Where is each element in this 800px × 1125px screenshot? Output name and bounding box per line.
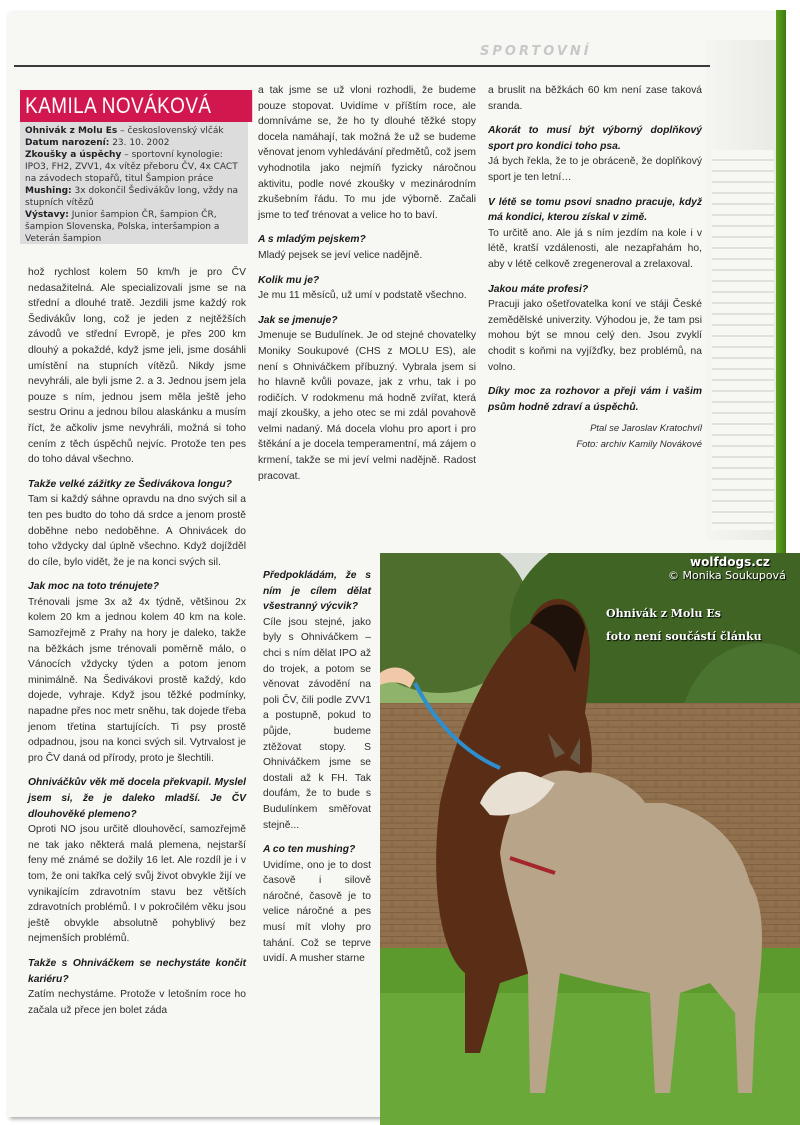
dog-name: Ohnivák z Molu Es xyxy=(25,126,118,136)
col3-question: Akorát to musí být výborný doplňkový sport pro kondici toho psa. xyxy=(488,125,702,152)
birth-value: 23. 10. 2002 xyxy=(112,138,170,148)
col1-paragraph: Zatím nechystáme. Protože v letošním roce ho začala už přece jen bolet záda xyxy=(28,989,246,1016)
col2b-paragraph: Uvidíme, ono je to dost časově i silově náročné, časově je to velice náročné a pes musí mít vlohy pro tahání. Což se teprve uvidí. A musher starne xyxy=(263,859,371,965)
interviewer-credit: Ptal se Jaroslav Kratochvíl xyxy=(590,423,702,435)
photo-caption-line2: foto není součástí článku xyxy=(606,630,762,643)
col2-question: Kolik mu je? xyxy=(258,274,320,286)
photo-credit: Foto: archiv Kamily Novákové xyxy=(576,438,702,450)
col3-paragraph: Já bych řekla, že to je obráceně, že doplňkový sport je ten letní… xyxy=(488,156,702,183)
photo-caption-line1: Ohnivák z Molu Es xyxy=(606,607,721,620)
col3-paragraph: a bruslit na běžkách 60 km není zase taková sranda. xyxy=(488,85,702,112)
col1-paragraph: Trénovali jsme 3x až 4x týdně, většinou 2x kolem 20 km a jednou kolem 40 km na kole. Samozřejmě z Prahy na hory je daleko, takže na běžkách jsme trénovali poměrně málo, o Vánocích vždycky týden a potom jenom minimálně. Na Šedivákovi prostě každý, kdo dojede, vyhraje. Když jsou těžké podmínky, napadne přes noc metr sněhu, tak dojede třeba jenom třetina startujících. Ti psy prostě odpadnou, jsou na konci svých sil. Vytrvalost je pro ČV daná od přírody, proto je šlechtili. xyxy=(28,596,246,764)
exams-value: – sportovní kynologie: IPO3, FH2, ZVV1, 4x vítěz přeboru ČV, 4x CACT na závodech stopařů, titul Šampion práce xyxy=(25,150,238,184)
column-3 xyxy=(488,83,702,452)
col2-paragraph: Mladý pejsek se jeví velice nadějně. xyxy=(258,249,423,261)
col3-question: Jakou máte profesi? xyxy=(488,283,589,295)
mushing-value: 3x dokončil Šedivákův long, vždy na stupních vítězů xyxy=(25,186,239,208)
col1-paragraph: Oproti NO jsou určitě dlouhověcí, samozřejmě ne tak jako některá malá plemena, nejstarší feny mé známé se dožily 16 let. Ale rozdíl je i v tom, že oni takřka celý svůj život obvykle žijí ve vynikajícím zdravotním stavu bez větších zdravotních problémů. I v pokročilém věku jsou ještě obvykle absolutně pohyblivý bez nejmenších problémů. xyxy=(28,824,246,945)
profile-name: KAMILA NOVÁKOVÁ xyxy=(20,90,252,122)
mushing-label: Mushing: xyxy=(25,186,72,196)
col2-question: A s mladým pejskem? xyxy=(258,234,366,246)
shows-label: Výstavy: xyxy=(25,210,69,220)
col3-paragraph: To určitě ano. Ale já s ním jezdím na kole i v létě, kratší vzdálenosti, ale nezapřahám ho, aby v létě celkově zregeneroval a zrelaxoval. xyxy=(488,227,702,270)
watermark-author: © Monika Soukupová xyxy=(668,569,786,582)
col3-question: Díky moc za rozhovor a přeji vám i vašim psům hodně zdraví a úspěchů. xyxy=(488,386,702,413)
top-rule xyxy=(14,65,710,67)
birth-label: Datum narození: xyxy=(25,138,110,148)
col3-question: V létě se tomu psovi snadno pracuje, když má kondici, kterou získal v zimě. xyxy=(488,196,702,224)
col2-paragraph: a tak jsme se už vloni rozhodli, že budeme pouze stopovat. Uvidíme v příštím roce, ale domníváme se, že ho ty dlouhé těžké stopy docela namáhají, tak možná že už se budeme věnovat jenom vyhledávání předmětů, což jsem vyhodnotila jako nejmíň fyzicky náročnou aktivitu, podle nové zkoušky v mezinárodním zkušebním řádu. To mu jde výborně. Začali jsme to teď trénovat a velice ho to baví. xyxy=(258,85,476,221)
col2-paragraph: Je mu 11 měsíců, už umí v podstatě všechno. xyxy=(258,290,467,302)
col3-paragraph: Pracuji jako ošetřovatelka koní ve stáji České zemědělské univerzity. Výhodou je, že tam psi mohou být se mnou celý den. Jsou zvyklí chodit s koňmi na vyjížďky, bez problémů, na volno. xyxy=(488,299,702,373)
profile-box xyxy=(20,90,248,244)
section-label: SPORTOVNÍ xyxy=(480,44,592,59)
column-2-narrow xyxy=(263,568,371,967)
col2b-question: A co ten mushing? xyxy=(263,844,356,856)
exams-label: Zkoušky a úspěchy xyxy=(25,150,122,160)
col1-question: Takže s Ohniváčkem se nechystáte končit kariéru? xyxy=(28,957,246,985)
next-page-text-bleed xyxy=(712,150,774,530)
col1-question: Jak moc na toto trénujete? xyxy=(28,581,160,593)
col1-question: Ohniváčkův věk mě docela překvapil. Myslel jsem si, že je daleko mladší. Je ČV dlouhověké plemeno? xyxy=(28,777,246,820)
dog-desc: – československý vlčák xyxy=(120,126,224,136)
col1-paragraph: hož rychlost kolem 50 km/h je pro ČV nedasažitelná. Ale specializovali jsme se na střední a dlouhé tratě. Jezdili jsme každý rok Šedivákův long, což je jeden z nejtěžších závodů ve střední Evropě, je přes 200 km dlouhý a pokaždé, když jsme jeli, jsme dosáhli umístění na stupních vítězů. Nikdy jsme nevyhráli, ale byli jsme 2. a 3. Jednou jsem jela pouze s ním, jednou jsem měla ještě jeho sestru Orinu a jednou bílou alaskánku a musím říct, že ačkoliv jsme nevyhráli, možná si toho cením z těch úspěchů nejvíc. Protože ten pes do toho dával všechno. xyxy=(28,267,246,466)
col1-question: Takže velké zážitky ze Šedivákova longu? xyxy=(28,478,232,490)
shows-value: Junior šampion ČR, šampion ČR, šampion Slovenska, Polska, interšampion a Veterán šampion xyxy=(25,210,220,244)
col2-question: Jak se jmenuje? xyxy=(258,314,338,326)
col2b-question: Předpokládám, že s ním je cílem dělat všestranný výcvik? xyxy=(263,570,371,613)
column-1 xyxy=(28,265,246,1018)
col2b-paragraph: Cíle jsou stejné, jako byly s Ohniváčkem – chci s ním dělat IPO až do trojek, a potom se věnovat závodění na poli ČV, čili podle ZVV1 a postupně, pokud to půjde, budeme ztěžovat stopy. S Ohniváčkem jsme se dostali až k FH. Tak doufám, že to bude s Budulínkem směřovat stejně... xyxy=(263,616,371,831)
col2-paragraph: Jmenuje se Budulínek. Je od stejné chovatelky Moniky Soukupové (CHS z MOLU ES), ale není s Ohniváčkem příbuzný. Vybrala jsem si ho hlavně kvůli povaze, jak z vrhu, tak i po rodičích. V rodokmenu má hodně zvířat, která mají zkoušky, a jeho otec se mi zdál povahově velmi nadaný. Má docela vlohu pro aport i pro štěkání a je docela temperamentní, má zájem o krmení, takže se mi jeví velmi nadějně. Radost pracovat. xyxy=(258,330,476,482)
watermark-site: wolfdogs.cz xyxy=(690,555,770,569)
col1-paragraph: Tam si každý sáhne opravdu na dno svých sil a ten pes budto do toho dá srdce a jenom prostě doběhne nebo nedoběhne. A Ohnivácek do toho vždycky dal úplně všechno. Když dojížděl do cíle, bylo vidět, že je na konci svých sil. xyxy=(28,494,246,568)
column-2 xyxy=(258,83,476,484)
